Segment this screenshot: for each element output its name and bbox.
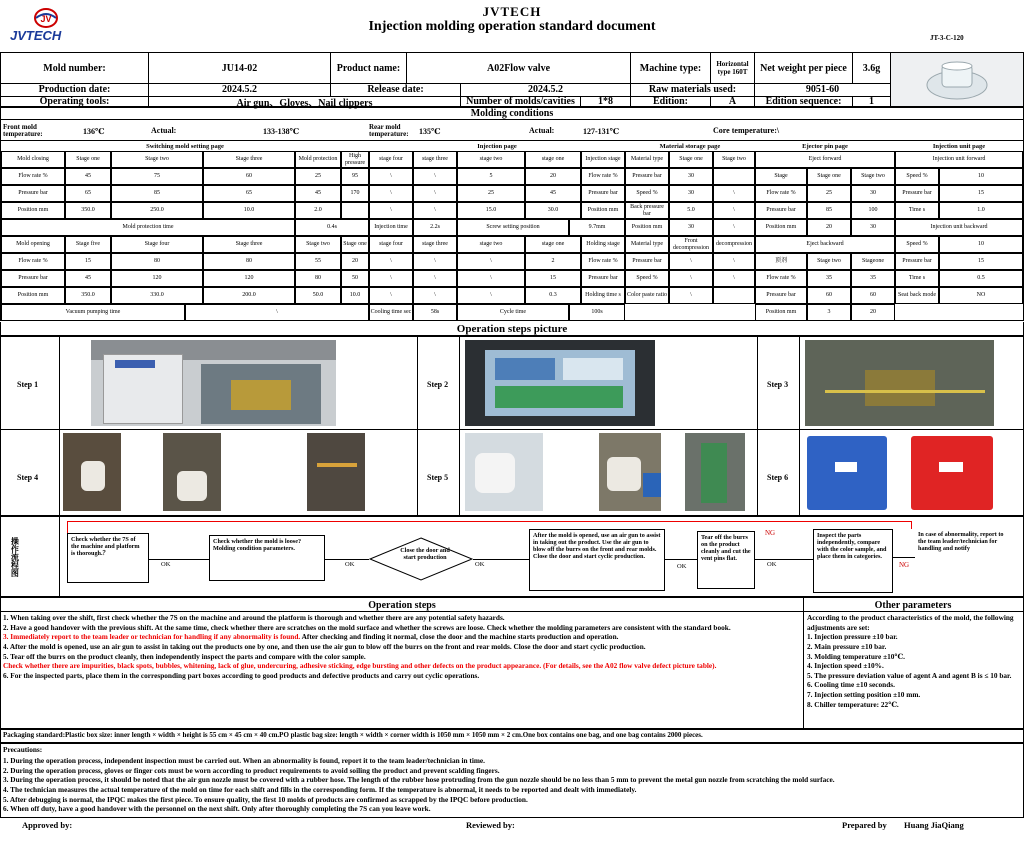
switching-close-cell [341, 202, 369, 219]
operation-step-text: 6. For the inspected parts, place them in the corresponding part boxes according to good products and defective products and carry out cyclic operations. [3, 670, 480, 680]
injection-cell: \ [369, 202, 413, 219]
document-number: JT-3-C-120 [930, 34, 964, 42]
precaution-item: 5. After debugging is normal, the IPQC makes the first piece. To ensure quality, the first 10 molds of products are confirmed as scrapped by the IPQC before production. [3, 794, 528, 804]
material-decomp-cell: \ [669, 287, 713, 304]
material-decomp-cell: Color paste ratio [625, 287, 669, 304]
release-date-value: 2024.5.2 [461, 83, 631, 96]
switching-open-cell: 55 [295, 253, 341, 270]
flow-report-abnormality: In case of abnormality, report to the team leader/technician for handling and notify [915, 529, 1011, 581]
material-decomp-cell [713, 287, 755, 304]
injection-header: stage two [457, 151, 525, 168]
product-name-value: A02Flow valve [407, 53, 631, 83]
switching-open-header: Stage three [203, 236, 295, 253]
operation-step-item [3, 652, 801, 662]
approved-by-label: Approved by: [22, 820, 73, 830]
unit-backward-value: 0.5 [939, 270, 1023, 287]
eject-forward-label: Eject forward [755, 151, 895, 168]
molds-cavities-label: Number of molds/cavities [461, 96, 581, 107]
flow-ok-4: OK [677, 563, 687, 570]
front-temp-value: 136℃ [83, 126, 105, 136]
info-table [0, 52, 1024, 107]
material-cell: \ [713, 185, 755, 202]
flow-start-production [369, 537, 473, 581]
operation-step-text: 1. When taking over the shift, first check whether the 7S on the machine and around the platform is thorough and whether there are any potential safety hazards. [3, 613, 505, 622]
injection-cell: \ [413, 202, 457, 219]
holding-cell: Pressure bar [581, 270, 625, 287]
injection-time-label: Injection time [369, 219, 413, 236]
molding-conditions [0, 107, 1024, 321]
operation-steps-title: Operation steps [368, 599, 436, 611]
step-3-label: Step 3 [767, 380, 789, 389]
switching-close-cell: 65 [65, 185, 111, 202]
raw-materials-value: 9051-60 [755, 83, 891, 96]
operation-step-text-cont: After checking and finding it normal, close the door and the machine starts production and operation. [300, 632, 619, 642]
switching-open-cell: 120 [203, 270, 295, 287]
switching-open-cell: 120 [111, 270, 203, 287]
rear-actual-label: Actual: [529, 126, 555, 135]
screw-position-value: 9.7mm [569, 219, 625, 236]
switching-open-cell: 50.0 [295, 287, 341, 304]
injection-cell: \ [369, 185, 413, 202]
unit-forward-param: Speed % [895, 168, 939, 185]
precautions-title: Precautions: [3, 745, 43, 754]
defective-parts-box [911, 436, 993, 510]
injection-header: stage one [525, 151, 581, 168]
molding-conditions-title: Molding conditions [1, 108, 1023, 120]
material-page-title: Material storage page [659, 142, 721, 150]
front-temp-label: Front mold temperature: [3, 122, 43, 138]
switching-open-header: Mold opening [1, 236, 65, 253]
svg-text:JV: JV [40, 14, 52, 24]
flow-inspect-parts: Inspect the parts independently, compare with the color sample, and place them in categories. [813, 529, 893, 593]
holding-cell: Flow rate % [581, 253, 625, 270]
switching-open-cell: 15 [65, 253, 111, 270]
switching-open-cell: 350.0 [65, 287, 111, 304]
other-param-item: According to the product characteristics of the mold, the following adjustments are set: [807, 613, 1014, 632]
precaution-item: 6. When off duty, have a good handover with the personnel on the next shift. Only after thoroughly completing the 7S can you leave work. [3, 804, 431, 814]
ejector-page-title: Ejector pin page [802, 142, 848, 150]
product-name-label: Product name: [331, 53, 407, 83]
switching-close-header: High pressure [341, 151, 369, 168]
material-cell [713, 168, 755, 185]
step-4-label: Step 4 [17, 473, 39, 482]
switching-close-cell: 350.0 [65, 202, 111, 219]
holding-cell: \ [413, 253, 457, 270]
holding-header: stage four [369, 236, 413, 253]
precaution-item: 2. During the operation process, gloves or finger cots must be worn according to product requirements to avoid soiling the product and prevent scalding fingers. [3, 765, 500, 775]
injection-cell: 30.0 [525, 202, 581, 219]
injection-cell: 45 [525, 185, 581, 202]
injection-cell: 25 [457, 185, 525, 202]
injection-cell: 20 [525, 168, 581, 185]
unit-backward-value: NO [939, 287, 1023, 304]
switching-close-header: Mold closing [1, 151, 65, 168]
step-1-photo [91, 340, 336, 426]
eject-backward-cell: 35 [807, 270, 851, 287]
unit-forward-value: 15 [939, 185, 1023, 202]
material-decomp-cell: Speed % [625, 270, 669, 287]
eject-forward-cell: 30 [851, 185, 895, 202]
edition-label: Edition: [631, 96, 711, 107]
material-decomp-cell: Pressure bar [625, 253, 669, 270]
brand-name: JVTECH [482, 4, 542, 19]
injection-cell: 5 [457, 168, 525, 185]
injection-cell: \ [369, 168, 413, 185]
prepared-by-label: Prepared by [842, 820, 887, 830]
holding-cell: 0.3 [525, 287, 581, 304]
switching-close-cell: 95 [341, 168, 369, 185]
flow-take-out-product: After the mold is opened, use an air gun to assist in taking out the product. Use the air gun to blow off the burrs on the front and rear molds. Close the door and start cyclic production. [529, 529, 665, 591]
eject-backward-cell: 60 [851, 287, 895, 304]
step-4-photo-a [63, 433, 121, 511]
switching-open-header: Stage two [295, 236, 341, 253]
injection-cell: \ [413, 185, 457, 202]
vacuum-label: Vacuum pumping time [1, 304, 185, 321]
operation-section [0, 597, 1024, 729]
switching-open-cell: 80 [295, 270, 341, 287]
other-params-list [807, 613, 1021, 709]
step-5-photo-b [599, 433, 661, 511]
holding-cell: \ [413, 270, 457, 287]
flow-ok-2: OK [345, 561, 355, 568]
flow-ok-3: OK [475, 561, 485, 568]
switching-close-cell: Position mm [1, 202, 65, 219]
rear-temp-value: 135℃ [419, 126, 441, 136]
injection-cell: Flow rate % [581, 168, 625, 185]
step-1-label: Step 1 [17, 380, 39, 389]
switching-close-cell: 170 [341, 185, 369, 202]
switching-close-cell: 45 [295, 185, 341, 202]
holding-cell: \ [457, 253, 525, 270]
eject-backward-header: 顶剂 [755, 253, 807, 270]
unit-backward-param: Pressure bar [895, 253, 939, 270]
other-param-item: 3. Molding temperature ±10℃. [807, 651, 905, 661]
injection-cell: 15.0 [457, 202, 525, 219]
front-actual-value: 133-138℃ [263, 126, 300, 136]
flowchart-side-label: 操作流程图 [10, 537, 20, 577]
material-decomp-cell: \ [669, 253, 713, 270]
holding-cell: \ [457, 270, 525, 287]
switching-close-header: Stage three [203, 151, 295, 168]
material-decomp-header: Material type [625, 236, 669, 253]
material-header: Stage one [669, 151, 713, 168]
other-param-item: 4. Injection speed ±10%. [807, 661, 884, 671]
operation-step-text: 3. Immediately report to the team leader or technician for handling if any abnormality is found. [3, 632, 301, 642]
switching-close-cell: 2.0 [295, 202, 341, 219]
eject-forward-cell: 25 [807, 185, 851, 202]
holding-header: Holding stage [581, 236, 625, 253]
step-4-photo-b [163, 433, 221, 511]
switching-close-cell: 250.0 [111, 202, 203, 219]
injection-header: stage four [369, 151, 413, 168]
holding-header: stage two [457, 236, 525, 253]
switching-open-header: Stage four [111, 236, 203, 253]
eject-forward-header: Stage [755, 168, 807, 185]
step-5-photo-a [465, 433, 543, 511]
injection-cell: Pressure bar [581, 185, 625, 202]
mold-number-label: Mold number: [1, 53, 149, 83]
steps-picture-title: Operation steps picture [0, 322, 1024, 336]
cooling-time-label: Cooling time sec [369, 304, 413, 321]
operation-step-text: 4. After the mold is opened, use an air gun to assist in taking out the products one by one, and then use the air gun to blow off the burrs on the front and rear molds. Close the door and start cyclic production. [3, 641, 646, 651]
switching-open-cell: 50 [341, 270, 369, 287]
process-flowchart [0, 516, 1024, 597]
material-decomp-cell: \ [669, 270, 713, 287]
switching-close-header: Stage one [65, 151, 111, 168]
eject-forward-cell: 100 [851, 202, 895, 219]
step-5-label: Step 5 [427, 473, 449, 482]
eject-backward-cell: Flow rate % [755, 270, 807, 287]
holding-cell: \ [413, 287, 457, 304]
material-cell: 30 [669, 185, 713, 202]
machine-type-value: Horizontal type 160T [711, 53, 755, 83]
reviewed-by-label: Reviewed by: [466, 820, 515, 830]
operation-step-item [3, 671, 801, 681]
switching-close-cell: 60 [203, 168, 295, 185]
switching-close-cell: 65 [203, 185, 295, 202]
switching-open-header: Stage one [341, 236, 369, 253]
other-params-title: Other parameters [874, 599, 952, 611]
switching-close-cell: Flow rate % [1, 168, 65, 185]
unit-forward-param: Pressure bar [895, 185, 939, 202]
logo-text: JVTECH [10, 28, 62, 43]
precaution-item: 4. The technician measures the actual temperature of the mold on time for each shift and fills in the corresponding form. If the temperature is abnormal, it needs to be reported and dealt with immediately. [3, 784, 637, 794]
other-param-item: 6. Cooling time ±10 seconds. [807, 680, 895, 690]
holding-cell: \ [369, 253, 413, 270]
eject-backward-label: Eject backward [755, 236, 895, 253]
material-cell: 5.0 [669, 202, 713, 219]
precautions [0, 743, 1024, 818]
switching-close-cell: 10.0 [203, 202, 295, 219]
operating-tools-value: Air gun、Gloves、Nail clippers [149, 96, 461, 107]
eject-forward-cell: 30 [851, 219, 895, 236]
material-cell: 30 [669, 219, 713, 236]
unit-backward-value: 15 [939, 253, 1023, 270]
operation-step-text: Check whether there are impurities, black spots, bubbles, whitening, lack of glue, undercuring, adhesive sticking, edge bursting and other defects on the product appearance. (For details, see the A02 flow valve defect picture table). [3, 661, 717, 671]
edition-value: A [711, 96, 755, 107]
mold-number-value: JU14-02 [149, 53, 331, 83]
eject-backward-header: Stage two [807, 253, 851, 270]
switching-close-header: Stage two [111, 151, 203, 168]
holding-cell: \ [457, 287, 525, 304]
production-date-value: 2024.5.2 [149, 83, 331, 96]
flow-check-mold: Check whether the mold is loose? Molding condition parameters. [209, 535, 325, 581]
material-header: Stage two [713, 151, 755, 168]
injection-cell: Position mm [581, 202, 625, 219]
screw-position-label: Screw setting position [457, 219, 569, 236]
other-param-item: 2. Main pressure ±10 bar. [807, 641, 887, 651]
operation-step-item [3, 632, 801, 642]
unit-backward-label: Injection unit backward [895, 219, 1023, 236]
eject-forward-cell: Flow rate % [755, 185, 807, 202]
steps-picture-grid [0, 336, 1024, 516]
release-date-label: Release date: [331, 83, 461, 96]
unit-forward-param: Time s [895, 202, 939, 219]
material-cell: Pressure bar [625, 168, 669, 185]
other-param-item: 8. Chiller temperature: 22℃. [807, 699, 899, 709]
vacuum-value: \ [185, 304, 369, 321]
material-header: Material type [625, 151, 669, 168]
production-date-label: Production date: [1, 83, 149, 96]
eject-backward-cell: Pressure bar [755, 287, 807, 304]
eject-backward-cell: 20 [851, 304, 895, 321]
holding-header: stage three [413, 236, 457, 253]
injection-cell: \ [413, 168, 457, 185]
precautions-list [3, 756, 1021, 814]
material-cell: 30 [669, 168, 713, 185]
unit-backward-param: Speed % [895, 236, 939, 253]
unit-backward-param: Time s [895, 270, 939, 287]
step-2-photo [465, 340, 655, 426]
operation-step-text: 5. Tear off the burrs on the product cleanly, then independently inspect the parts and compare with the color sample. [3, 651, 366, 661]
other-param-item: 7. Injection setting position ±10 mm. [807, 690, 921, 699]
precaution-item: 1. During the operation process, independent inspection must be carried out. When an abnormality is found, report it to the team leader/technician in time. [3, 756, 485, 765]
unit-forward-value: 1.0 [939, 202, 1023, 219]
material-decomp-cell: \ [713, 253, 755, 270]
material-cell: Speed % [625, 185, 669, 202]
eject-backward-header: Stageone [851, 253, 895, 270]
switching-open-cell: Position mm [1, 287, 65, 304]
net-weight-label: Net weight per piece [755, 53, 853, 83]
step-6-label: Step 6 [767, 473, 789, 482]
flow-check-7s: Check whether the 7S of the machine and platform is thorough.？ [67, 533, 149, 583]
switching-close-cell: 25 [295, 168, 341, 185]
eject-backward-cell: 3 [807, 304, 851, 321]
switching-open-cell: 20 [341, 253, 369, 270]
operation-step-item [3, 661, 801, 671]
switching-open-cell: Pressure bar [1, 270, 65, 287]
operation-step-item [3, 613, 801, 623]
switching-open-cell: 330.0 [111, 287, 203, 304]
material-cell: \ [713, 219, 755, 236]
good-parts-box [807, 436, 887, 510]
holding-cell: 15 [525, 270, 581, 287]
material-cell: Back pressure bar [625, 202, 669, 219]
product-photo [891, 53, 1023, 106]
switching-close-cell: 85 [111, 185, 203, 202]
switching-open-cell: 80 [111, 253, 203, 270]
precaution-item: 3. During the operation process, it should be noted that the air gun nozzle must be covered with a rubber hose. The length of the rubber hose protruding from the gun nozzle should be no less than 5 mm to prevent the metal gun nozzle from scratching the mold surface. [3, 775, 835, 785]
switching-open-header: Stage five [65, 236, 111, 253]
unit-backward-value: 10 [939, 236, 1023, 253]
flow-ng-1: NG [765, 529, 776, 537]
operating-tools-label: Operating tools: [1, 96, 149, 107]
material-decomp-header: decompression [713, 236, 755, 253]
operation-step-item [3, 642, 801, 652]
mold-protection-label: Mold protection time [1, 219, 295, 236]
eject-forward-cell: 85 [807, 202, 851, 219]
holding-cell: Holding time s [581, 287, 625, 304]
unit-page-title: Injection unit page [932, 142, 986, 150]
edition-seq-value: 1 [853, 96, 891, 107]
cycle-time-value: 100s [569, 304, 625, 321]
core-temp-label: Core temperature:\ [713, 126, 780, 135]
holding-cell: \ [369, 270, 413, 287]
unit-forward-value: 10 [939, 168, 1023, 185]
switching-open-cell: 200.0 [203, 287, 295, 304]
rear-temp-label: Rear mold temperature: [369, 122, 409, 138]
eject-forward-cell: Position mm [755, 219, 807, 236]
switching-close-cell: 45 [65, 168, 111, 185]
holding-cell: 2 [525, 253, 581, 270]
step-2-label: Step 2 [427, 380, 449, 389]
flow-start-production-text: Close the door and start production [400, 547, 450, 562]
prepared-by-name: Huang JiaQiang [904, 820, 964, 830]
rear-actual-value: 127-131℃ [583, 126, 620, 136]
other-param-item: 1. Injection pressure ±10 bar. [807, 632, 898, 642]
flow-ok-5: OK [767, 561, 777, 568]
material-cell: Position mm [625, 219, 669, 236]
step-4-photo-c [307, 433, 365, 511]
injection-time-value: 2.2s [413, 219, 457, 236]
other-param-item: 5. The pressure deviation value of agent A and agent B is ≤ 10 bar. [807, 670, 1012, 680]
unit-forward-label: Injection unit forward [895, 151, 1023, 168]
operation-step-item [3, 623, 801, 633]
step-5-photo-c [685, 433, 745, 511]
eject-forward-header: Stage one [807, 168, 851, 185]
holding-header: stage one [525, 236, 581, 253]
parameter-grid [1, 151, 1023, 321]
front-actual-label: Actual: [151, 126, 177, 135]
step-3-photo [805, 340, 994, 426]
operation-steps-list [3, 613, 801, 680]
raw-materials-label: Raw materials used: [631, 83, 755, 96]
cooling-time-value: 58s [413, 304, 457, 321]
mold-protection-value: 0.4s [295, 219, 369, 236]
material-cell: \ [713, 202, 755, 219]
eject-backward-cell: 35 [851, 270, 895, 287]
unit-backward-param: Seat back mode [895, 287, 939, 304]
material-decomp-cell: \ [713, 270, 755, 287]
eject-backward-cell: Position mm [755, 304, 807, 321]
switching-close-cell: Pressure bar [1, 185, 65, 202]
document-title: Injection molding operation standard document [368, 19, 656, 34]
eject-forward-cell: 20 [807, 219, 851, 236]
switching-open-cell: Flow rate % [1, 253, 65, 270]
eject-backward-cell: 60 [807, 287, 851, 304]
switching-open-cell: 80 [203, 253, 295, 270]
packaging-standard: Packaging standard:Plastic box size: inner length × width × height is 55 cm × 45 cm × 40 cm.PO plastic bag size: length × width × corner width is 1050 mm × 1050 mm × 2 cm.One box contains one bag, and one bag contains 2000 pieces. [0, 729, 1024, 743]
operation-step-text: 2. Have a good handover with the previous shift. At the same time, check whether there are scratches on the mold surface and whether the screws are loose. Check whether the molding parameters are consistent with the standard book. [3, 622, 731, 632]
cycle-time-label: Cycle time [457, 304, 569, 321]
machine-type-label: Machine type: [631, 53, 711, 83]
switching-close-header: Mold protection [295, 151, 341, 168]
holding-cell: \ [369, 287, 413, 304]
switching-close-cell: 75 [111, 168, 203, 185]
flow-ng-2: NG [899, 561, 910, 569]
flow-tear-burrs: Tear off the burrs on the product cleanly and cut the vent pins flat. [697, 531, 755, 589]
injection-header: Injection stage [581, 151, 625, 168]
switching-open-cell: 45 [65, 270, 111, 287]
switching-page-title: Switching mold setting page [146, 142, 224, 150]
switching-open-cell: 10.0 [341, 287, 369, 304]
injection-header: stage three [413, 151, 457, 168]
material-decomp-header: Front decompression [669, 236, 713, 253]
molds-cavities-value: 1*8 [581, 96, 631, 107]
flow-ok-1: OK [161, 561, 171, 568]
injection-page-title: Injection page [477, 142, 517, 150]
eject-forward-cell: Pressure bar [755, 202, 807, 219]
eject-forward-header: Stage two [851, 168, 895, 185]
net-weight-value: 3.6g [853, 53, 891, 83]
edition-seq-label: Edition sequence: [755, 96, 853, 107]
